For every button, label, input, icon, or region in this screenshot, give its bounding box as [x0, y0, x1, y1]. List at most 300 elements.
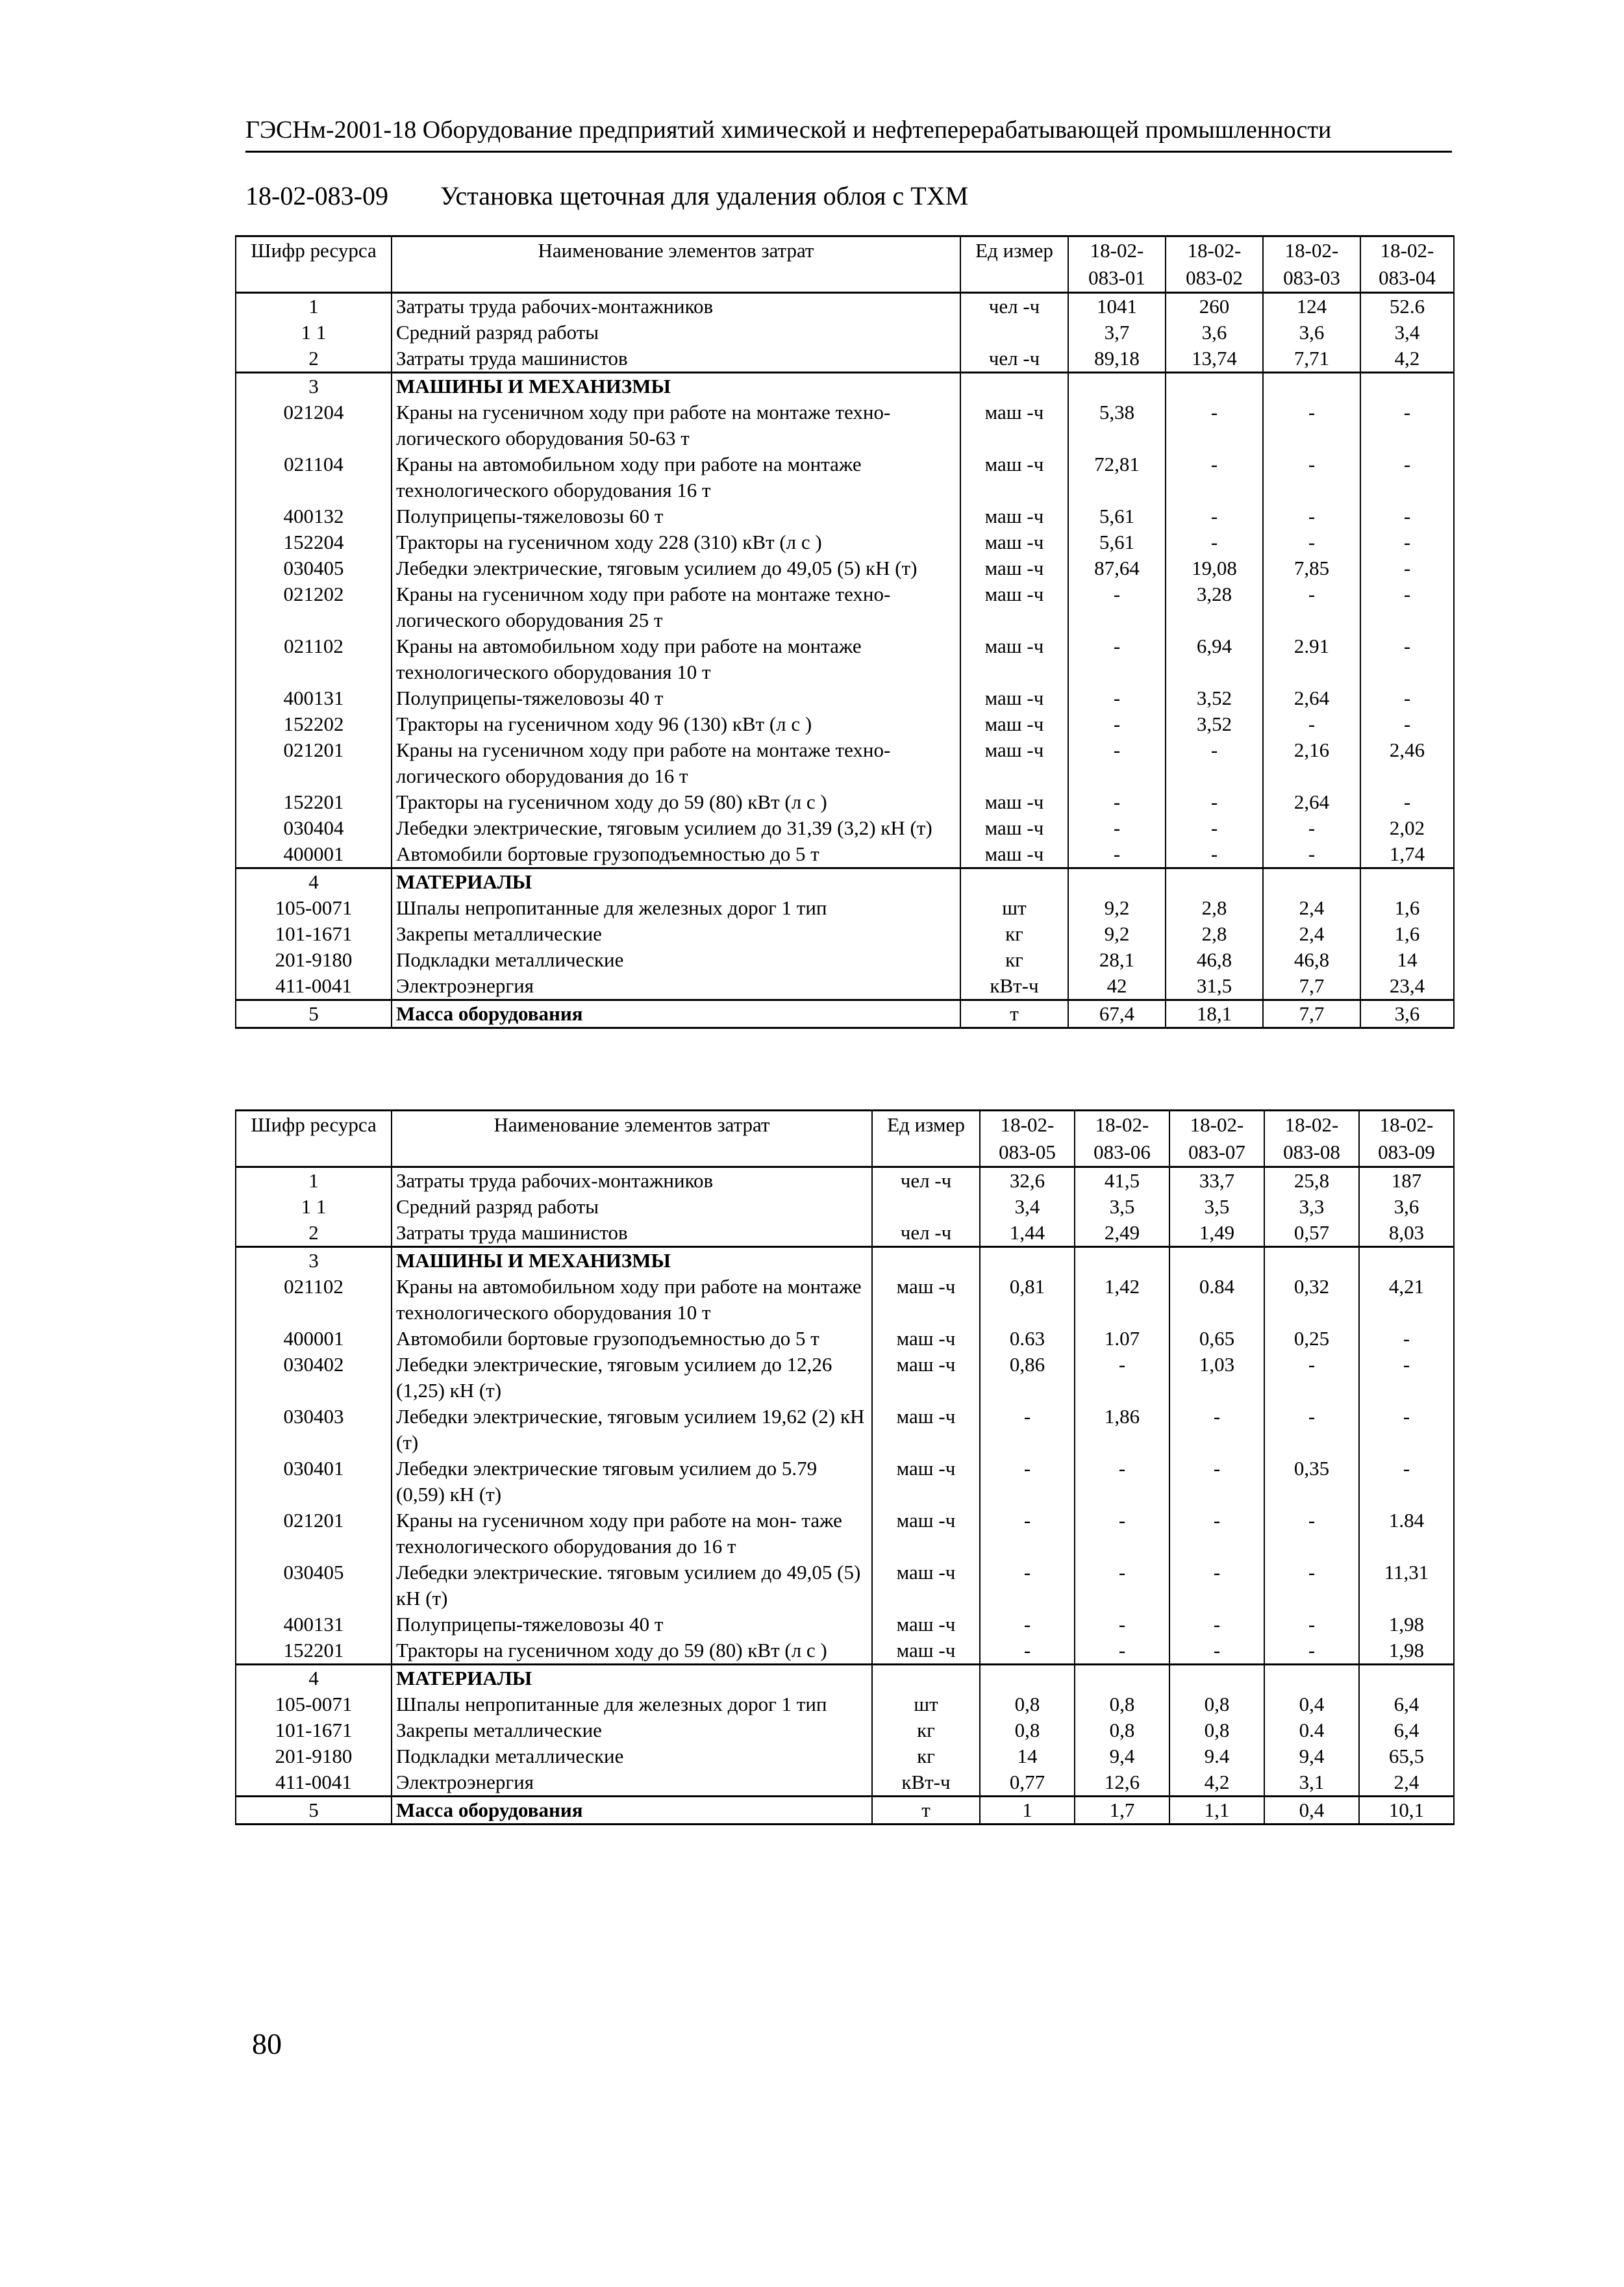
norm-value: 3,6 [1263, 320, 1360, 346]
norm-value: 11,31 [1359, 1560, 1454, 1611]
resource-code: 3 [236, 373, 392, 400]
cost-element-name: Тракторы на гусеничном ходу 96 (130) кВт (л с ) [392, 711, 960, 737]
norm-value: - [1068, 841, 1166, 868]
cost-element-name: Затраты труда рабочих-монтажников [392, 293, 960, 320]
resource-code: 201-9180 [236, 1743, 392, 1769]
unit-of-measure: маш -ч [960, 555, 1068, 581]
cost-element-name: Затраты труда машинистов [392, 346, 960, 373]
norm-value: - [980, 1508, 1075, 1560]
norm-value: - [1166, 451, 1263, 503]
norm-value: - [1264, 1352, 1359, 1404]
norm-value: - [1068, 711, 1166, 737]
resource-code: 2 [236, 1220, 392, 1247]
cost-element-name: Тракторы на гусеничном ходу 228 (310) кВт (л с ) [392, 529, 960, 555]
resource-code: 4 [236, 1665, 392, 1692]
norm-value: 0,65 [1169, 1326, 1264, 1352]
unit-of-measure [960, 373, 1068, 400]
table-row [236, 1691, 1454, 1717]
cost-element-name: Затраты труда рабочих-монтажников [392, 1167, 872, 1194]
unit-of-measure: маш -ч [960, 841, 1068, 868]
norm-value [1166, 373, 1263, 400]
norm-value: 1,86 [1075, 1404, 1169, 1456]
unit-of-measure: маш -ч [872, 1637, 980, 1665]
norm-value: - [1360, 399, 1454, 451]
norm-value: 1,03 [1169, 1352, 1264, 1404]
unit-of-measure: чел -ч [872, 1167, 980, 1194]
table-row [236, 1665, 1454, 1692]
unit-of-measure: шт [872, 1691, 980, 1717]
unit-of-measure: маш -ч [872, 1508, 980, 1560]
resource-code: 5 [236, 1797, 392, 1825]
cost-element-name: Лебедки электрические тяговым усилием до 5.79 (0,59) кН (т) [392, 1456, 872, 1508]
unit-of-measure: чел -ч [960, 346, 1068, 373]
norm-value [1169, 1665, 1264, 1692]
norm-value: 13,74 [1166, 346, 1263, 373]
unit-of-measure: маш -ч [872, 1274, 980, 1326]
unit-of-measure [960, 868, 1068, 896]
resource-code: 105-0071 [236, 895, 392, 921]
norm-value: 3,52 [1166, 711, 1263, 737]
norm-value: 260 [1166, 293, 1263, 320]
norm-value: - [1075, 1560, 1169, 1611]
cost-element-name: Тракторы на гусеничном ходу до 59 (80) кВт (л с ) [392, 1637, 872, 1665]
norm-value: 9.4 [1169, 1743, 1264, 1769]
norm-value: 72,81 [1068, 451, 1166, 503]
norm-value: 0,8 [980, 1691, 1075, 1717]
norm-value: 3,5 [1169, 1194, 1264, 1220]
resource-code: 030401 [236, 1456, 392, 1508]
norm-value: 0,32 [1264, 1274, 1359, 1326]
norm-value: - [1263, 503, 1360, 529]
table-header-row [236, 1111, 1454, 1167]
cost-element-name: Краны на гусеничном ходу при работе на мон- таже технологического оборудования до 16 т [392, 1508, 872, 1560]
norm-value: 31,5 [1166, 973, 1263, 1000]
cost-element-name: Лебедки электрические. тяговым усилием до 49,05 (5) кН (т) [392, 1560, 872, 1611]
norm-value: - [1263, 711, 1360, 737]
norm-value: 1,6 [1360, 895, 1454, 921]
norm-value: 2,02 [1360, 815, 1454, 841]
unit-of-measure: чел -ч [960, 293, 1068, 320]
norm-value: 0,8 [980, 1717, 1075, 1743]
norm-value: - [1068, 737, 1166, 789]
norm-value: 6,4 [1359, 1717, 1454, 1743]
column-header: 18-02-083-02 [1166, 236, 1263, 293]
table-row [236, 737, 1454, 789]
norm-value: 89,18 [1068, 346, 1166, 373]
norm-value: 19,08 [1166, 555, 1263, 581]
norm-value: 7,71 [1263, 346, 1360, 373]
resource-code: 021202 [236, 581, 392, 633]
norm-value: 0,86 [980, 1352, 1075, 1404]
norm-value: - [1169, 1637, 1264, 1665]
norm-value: 3,6 [1359, 1194, 1454, 1220]
table-row [236, 1220, 1454, 1247]
norm-value: - [1264, 1404, 1359, 1456]
resource-code: 030404 [236, 815, 392, 841]
norm-value: - [1360, 633, 1454, 685]
table-row [236, 581, 1454, 633]
resource-code: 411-0041 [236, 1769, 392, 1797]
cost-element-name: Краны на гусеничном ходу при работе на монтаже техно- логического оборудования до 16 т [392, 737, 960, 789]
unit-of-measure: маш -ч [872, 1326, 980, 1352]
norm-value: - [1360, 581, 1454, 633]
cost-element-name: Лебедки электрические, тяговым усилием до 12,26 (1,25) кН (т) [392, 1352, 872, 1404]
norm-value: 5,38 [1068, 399, 1166, 451]
resource-code: 021201 [236, 1508, 392, 1560]
column-header: Шифр ресурса [236, 1111, 392, 1167]
unit-of-measure: маш -ч [960, 685, 1068, 711]
unit-of-measure: маш -ч [872, 1611, 980, 1637]
table-row [236, 868, 1454, 896]
norm-value [1359, 1247, 1454, 1274]
norm-value: 2,46 [1360, 737, 1454, 789]
cost-element-name: Краны на гусеничном ходу при работе на монтаже техно- логического оборудования 50-63 т [392, 399, 960, 451]
norm-value: - [1166, 815, 1263, 841]
unit-of-measure [872, 1247, 980, 1274]
resource-code: 3 [236, 1247, 392, 1274]
norm-value: 25,8 [1264, 1167, 1359, 1194]
norm-value: 0,8 [1169, 1691, 1264, 1717]
cost-element-name: Лебедки электрические, тяговым усилием до 49,05 (5) кН (т) [392, 555, 960, 581]
norm-value [1068, 868, 1166, 896]
norm-value [1169, 1247, 1264, 1274]
norm-value: 1,44 [980, 1220, 1075, 1247]
table-row [236, 1352, 1454, 1404]
table-row [236, 685, 1454, 711]
norm-value: 5,61 [1068, 529, 1166, 555]
norm-value: - [1360, 685, 1454, 711]
cost-element-name: Тракторы на гусеничном ходу до 59 (80) кВт (л с ) [392, 789, 960, 815]
norm-value: 0.4 [1264, 1717, 1359, 1743]
resource-code: 152204 [236, 529, 392, 555]
norm-value: 9,4 [1075, 1743, 1169, 1769]
cost-element-name: Автомобили бортовые грузоподъемностью до 5 т [392, 841, 960, 868]
cost-element-name: Электроэнергия [392, 1769, 872, 1797]
norm-value: 3,5 [1075, 1194, 1169, 1220]
resource-code: 4 [236, 868, 392, 896]
norm-value: - [1169, 1456, 1264, 1508]
norm-value: 2,8 [1166, 895, 1263, 921]
unit-of-measure: маш -ч [960, 711, 1068, 737]
unit-of-measure: маш -ч [960, 399, 1068, 451]
unit-of-measure: маш -ч [960, 451, 1068, 503]
unit-of-measure: кВт-ч [872, 1769, 980, 1797]
unit-of-measure: маш -ч [960, 815, 1068, 841]
norm-value: 67,4 [1068, 1000, 1166, 1028]
norm-value: - [1166, 529, 1263, 555]
table-row [236, 1326, 1454, 1352]
column-header: 18-02-083-04 [1360, 236, 1454, 293]
unit-of-measure [872, 1194, 980, 1220]
norm-value: 7,85 [1263, 555, 1360, 581]
table-row [236, 320, 1454, 346]
table-row [236, 293, 1454, 320]
resource-code: 1 1 [236, 320, 392, 346]
norm-value: - [1264, 1637, 1359, 1665]
norm-value: 28,1 [1068, 947, 1166, 973]
norm-value: - [1263, 841, 1360, 868]
norm-value: 6,4 [1359, 1691, 1454, 1717]
norm-value: 3,1 [1264, 1769, 1359, 1797]
table-row [236, 451, 1454, 503]
norm-value: 0,77 [980, 1769, 1075, 1797]
norm-value: 9,2 [1068, 895, 1166, 921]
column-header: Наименование элементов затрат [392, 1111, 872, 1167]
column-header: Ед измер [960, 236, 1068, 293]
cost-element-name: Закрепы металлические [392, 1717, 872, 1743]
norm-value: 0.63 [980, 1326, 1075, 1352]
norm-value: - [1075, 1456, 1169, 1508]
norm-value: 3,52 [1166, 685, 1263, 711]
column-header: 18-02-083-01 [1068, 236, 1166, 293]
norm-value: 1,49 [1169, 1220, 1264, 1247]
resource-code: 5 [236, 1000, 392, 1028]
unit-of-measure: т [960, 1000, 1068, 1028]
norm-value: 33,7 [1169, 1167, 1264, 1194]
table-row [236, 1797, 1454, 1825]
norm-value: 0,4 [1264, 1797, 1359, 1825]
norm-value [1068, 373, 1166, 400]
table-row [236, 815, 1454, 841]
norm-value [1263, 373, 1360, 400]
unit-of-measure: маш -ч [872, 1456, 980, 1508]
resource-code: 021204 [236, 399, 392, 451]
table-row [236, 399, 1454, 451]
resource-code: 030403 [236, 1404, 392, 1456]
norm-value: - [1075, 1508, 1169, 1560]
norm-value: 4,2 [1169, 1769, 1264, 1797]
norm-value: - [1068, 789, 1166, 815]
norm-value: 1.84 [1359, 1508, 1454, 1560]
column-header: Ед измер [872, 1111, 980, 1167]
document-header: ГЭСНм-2001-18 Оборудование предприятий химической и нефтеперерабатывающей промышленности [245, 116, 1452, 153]
cost-element-name: Закрепы металлические [392, 921, 960, 947]
norm-value [1075, 1247, 1169, 1274]
norm-value: - [1263, 451, 1360, 503]
norm-value: 9,4 [1264, 1743, 1359, 1769]
norm-value: - [980, 1560, 1075, 1611]
resource-code: 400001 [236, 841, 392, 868]
norm-value: - [980, 1404, 1075, 1456]
resource-code: 105-0071 [236, 1691, 392, 1717]
table-row [236, 633, 1454, 685]
norm-value: - [1359, 1456, 1454, 1508]
norm-value: 0,81 [980, 1274, 1075, 1326]
unit-of-measure: маш -ч [872, 1560, 980, 1611]
unit-of-measure: т [872, 1797, 980, 1825]
cost-element-name: Лебедки электрические, тяговым усилием 19,62 (2) кН (т) [392, 1404, 872, 1456]
norm-value: 1,6 [1360, 921, 1454, 947]
unit-of-measure: кг [872, 1743, 980, 1769]
table-row [236, 1769, 1454, 1797]
norm-value: - [1263, 529, 1360, 555]
norm-value: 4,2 [1360, 346, 1454, 373]
norm-value: - [1264, 1560, 1359, 1611]
norm-value: 6,94 [1166, 633, 1263, 685]
norm-value: 1 [980, 1797, 1075, 1825]
norm-value: - [1359, 1352, 1454, 1404]
table-row [236, 947, 1454, 973]
resource-code: 1 [236, 1167, 392, 1194]
cost-element-name: МАШИНЫ И МЕХАНИЗМЫ [392, 373, 960, 400]
norm-value: 2,4 [1263, 921, 1360, 947]
norm-value [1166, 868, 1263, 896]
cost-element-name: Полуприцепы-тяжеловозы 40 т [392, 685, 960, 711]
norm-value: - [1068, 815, 1166, 841]
norm-value: - [1169, 1611, 1264, 1637]
norm-value: 32,6 [980, 1167, 1075, 1194]
norm-value: 3,4 [1360, 320, 1454, 346]
resource-code: 400001 [236, 1326, 392, 1352]
table-row [236, 1743, 1454, 1769]
cost-element-name: Лебедки электрические, тяговым усилием до 31,39 (3,2) кН (т) [392, 815, 960, 841]
norm-value: 0,8 [1075, 1717, 1169, 1743]
norm-value: 87,64 [1068, 555, 1166, 581]
norm-value: 1,98 [1359, 1637, 1454, 1665]
table-row [236, 529, 1454, 555]
table-row [236, 973, 1454, 1000]
norm-value: - [980, 1611, 1075, 1637]
column-header: 18-02-083-05 [980, 1111, 1075, 1167]
norm-value: 52.6 [1360, 293, 1454, 320]
norm-value: - [1360, 789, 1454, 815]
norm-value: - [1166, 737, 1263, 789]
norm-value: - [1166, 399, 1263, 451]
cost-element-name: Масса оборудования [392, 1797, 872, 1825]
cost-element-name: МАШИНЫ И МЕХАНИЗМЫ [392, 1247, 872, 1274]
norm-value: - [1166, 841, 1263, 868]
resource-code: 400131 [236, 1611, 392, 1637]
unit-of-measure [960, 320, 1068, 346]
cost-element-name: МАТЕРИАЛЫ [392, 1665, 872, 1692]
table-row [236, 346, 1454, 373]
norm-value: 2,16 [1263, 737, 1360, 789]
norm-value: 8,03 [1359, 1220, 1454, 1247]
norm-value: - [1068, 685, 1166, 711]
resource-code: 152201 [236, 1637, 392, 1665]
norm-value: 1,42 [1075, 1274, 1169, 1326]
resource-code: 021102 [236, 1274, 392, 1326]
cost-element-name: Подкладки металлические [392, 947, 960, 973]
table-row [236, 1611, 1454, 1637]
norm-value: 2,64 [1263, 685, 1360, 711]
norm-value: - [1169, 1404, 1264, 1456]
norm-value: 1,74 [1360, 841, 1454, 868]
table-row [236, 841, 1454, 868]
norm-value: 2.91 [1263, 633, 1360, 685]
table-header-row [236, 236, 1454, 293]
resource-code: 2 [236, 346, 392, 373]
unit-of-measure: маш -ч [960, 633, 1068, 685]
resource-code: 152202 [236, 711, 392, 737]
norm-value [980, 1247, 1075, 1274]
norm-value: 2,64 [1263, 789, 1360, 815]
norm-value: - [1360, 503, 1454, 529]
norm-value: 2,49 [1075, 1220, 1169, 1247]
table-row [236, 1560, 1454, 1611]
column-header: 18-02-083-06 [1075, 1111, 1169, 1167]
norm-value: 65,5 [1359, 1743, 1454, 1769]
column-header: 18-02-083-07 [1169, 1111, 1264, 1167]
resource-code: 1 1 [236, 1194, 392, 1220]
table-row [236, 921, 1454, 947]
cost-element-name: Электроэнергия [392, 973, 960, 1000]
norm-value: 1041 [1068, 293, 1166, 320]
unit-of-measure: маш -ч [960, 581, 1068, 633]
norm-value [1360, 868, 1454, 896]
norm-value: 46,8 [1166, 947, 1263, 973]
cost-element-name: Полуприцепы-тяжеловозы 40 т [392, 1611, 872, 1637]
norm-value: - [1264, 1611, 1359, 1637]
cost-element-name: Краны на гусеничном ходу при работе на монтаже техно- логического оборудования 25 т [392, 581, 960, 633]
table-row [236, 789, 1454, 815]
cost-element-name: Полуприцепы-тяжеловозы 60 т [392, 503, 960, 529]
norm-value: 5,61 [1068, 503, 1166, 529]
norm-value [1359, 1665, 1454, 1692]
norm-value [1264, 1665, 1359, 1692]
norm-value: 1,98 [1359, 1611, 1454, 1637]
norm-value: - [1166, 789, 1263, 815]
unit-of-measure: маш -ч [960, 529, 1068, 555]
norm-value: 46,8 [1263, 947, 1360, 973]
cost-element-name: Затраты труда машинистов [392, 1220, 872, 1247]
norm-value: 18,1 [1166, 1000, 1263, 1028]
norm-value: 3,6 [1166, 320, 1263, 346]
norm-value: - [1068, 633, 1166, 685]
table-row [236, 1167, 1454, 1194]
table-row [236, 1194, 1454, 1220]
cost-element-name: Шпалы непропитанные для железных дорог 1 тип [392, 895, 960, 921]
norm-value: 7,7 [1263, 1000, 1360, 1028]
section-title: Установка щеточная для удаления облоя с ТХМ [440, 181, 969, 210]
norm-value [1075, 1665, 1169, 1692]
norm-value: 10,1 [1359, 1797, 1454, 1825]
unit-of-measure: маш -ч [960, 789, 1068, 815]
norm-value: 1,1 [1169, 1797, 1264, 1825]
cost-element-name: Масса оборудования [392, 1000, 960, 1028]
page-number: 80 [252, 2027, 282, 2060]
table-row [236, 1404, 1454, 1456]
cost-element-name: Средний разряд работы [392, 1194, 872, 1220]
resource-code: 400132 [236, 503, 392, 529]
norm-value: 0,8 [1075, 1691, 1169, 1717]
norm-value: 0,35 [1264, 1456, 1359, 1508]
norm-value: 2,4 [1263, 895, 1360, 921]
norm-value [1263, 868, 1360, 896]
norm-value: 1.07 [1075, 1326, 1169, 1352]
cost-element-name: Подкладки металлические [392, 1743, 872, 1769]
resource-code: 021102 [236, 633, 392, 685]
norm-value: 0,4 [1264, 1691, 1359, 1717]
norm-value: 2,4 [1359, 1769, 1454, 1797]
unit-of-measure: маш -ч [872, 1352, 980, 1404]
norm-value: - [1075, 1352, 1169, 1404]
norm-value: 124 [1263, 293, 1360, 320]
cost-element-name: Краны на автомобильном ходу при работе на монтаже технологического оборудования 10 т [392, 633, 960, 685]
norm-value: - [1166, 503, 1263, 529]
norm-value: - [1169, 1560, 1264, 1611]
norm-value: 14 [1360, 947, 1454, 973]
section-heading [245, 181, 968, 211]
cost-element-name: Краны на автомобильном ходу при работе на монтаже технологического оборудования 16 т [392, 451, 960, 503]
resource-code: 201-9180 [236, 947, 392, 973]
resource-code: 1 [236, 293, 392, 320]
table-row [236, 1247, 1454, 1274]
norm-value: 3,4 [980, 1194, 1075, 1220]
norm-value [980, 1665, 1075, 1692]
norm-value: 4,21 [1359, 1274, 1454, 1326]
norm-value: 23,4 [1360, 973, 1454, 1000]
